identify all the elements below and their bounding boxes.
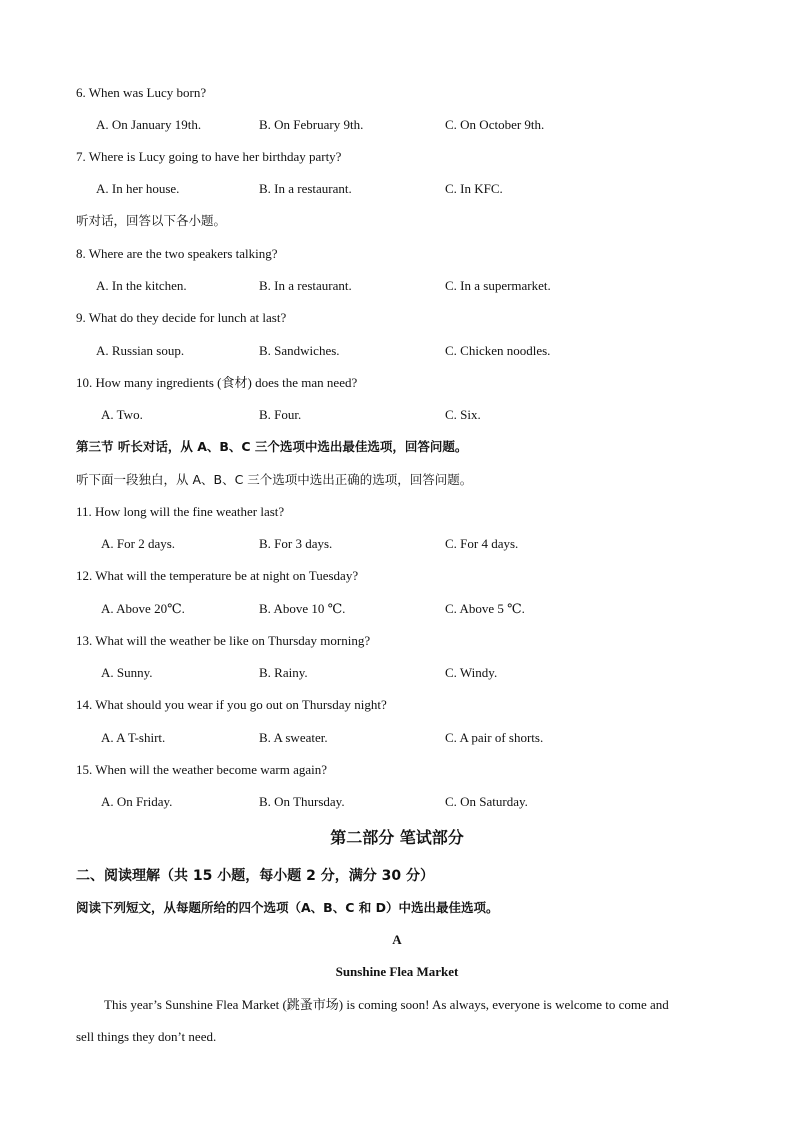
q7-option-c: C. In KFC. (445, 181, 503, 196)
q14-option-a: A. A T-shirt. (101, 730, 166, 745)
section3-title: 第三节 听长对话，从 A、B、C 三个选项中选出最佳选项，回答问题。 (76, 439, 468, 454)
q10-option-c: C. Six. (445, 407, 481, 422)
passage-label: A (392, 932, 402, 947)
question-stem-12: 12. What will the temperature be at night on Tuesday? (76, 568, 359, 583)
q9-option-a: A. Russian soup. (96, 343, 185, 358)
q11-option-b: B. For 3 days. (259, 536, 333, 551)
q14-option-b: B. A sweater. (259, 730, 328, 745)
dialogue-instruction: 听对话，回答以下各小题。 (76, 213, 227, 228)
q7-option-b: B. In a restaurant. (259, 181, 352, 196)
reading-instruction: 阅读下列短文，从每题所给的四个选项（A、B、C 和 D）中选出最佳选项。 (76, 900, 499, 915)
q13-option-b: B. Rainy. (259, 665, 308, 680)
question-stem-9: 9. What do they decide for lunch at last? (76, 310, 287, 325)
monologue-instruction: 听下面一段独白，从 A、B、C 三个选项中选出正确的选项，回答问题。 (76, 472, 473, 487)
q12-option-c: C. Above 5 ℃. (445, 601, 525, 616)
q9-option-c: C. Chicken noodles. (445, 343, 551, 358)
q10-option-a: A. Two. (101, 407, 143, 422)
reading-section-title: 二、阅读理解（共 15 小题，每小题 2 分，满分 30 分） (76, 868, 434, 884)
question-stem-6: 6. When was Lucy born? (76, 85, 207, 100)
q15-option-a: A. On Friday. (101, 794, 173, 809)
q7-option-a: A. In her house. (96, 181, 180, 196)
question-stem-11: 11. How long will the fine weather last? (76, 504, 285, 519)
q10-option-b: B. Four. (259, 407, 302, 422)
q14-option-c: C. A pair of shorts. (445, 730, 544, 745)
question-stem-15: 15. When will the weather become warm again? (76, 762, 327, 777)
q9-option-b: B. Sandwiches. (259, 343, 340, 358)
q8-option-b: B. In a restaurant. (259, 278, 352, 293)
q12-option-a: A. Above 20℃. (101, 601, 185, 616)
passage-line-2: sell things they don’t need. (76, 1029, 217, 1044)
question-stem-8: 8. Where are the two speakers talking? (76, 246, 278, 261)
part2-title: 第二部分 笔试部分 (330, 828, 464, 847)
q13-option-a: A. Sunny. (101, 665, 153, 680)
q6-option-b: B. On February 9th. (259, 117, 364, 132)
question-stem-10: 10. How many ingredients (食材) does the man need? (76, 375, 358, 390)
q6-option-c: C. On October 9th. (445, 117, 545, 132)
passage-line-1: This year’s Sunshine Flea Market (跳蚤市场) is coming soon! As always, everyone is welcome to come and (104, 997, 669, 1012)
q15-option-b: B. On Thursday. (259, 794, 345, 809)
passage-title: Sunshine Flea Market (335, 964, 459, 979)
question-stem-14: 14. What should you wear if you go out on Thursday night? (76, 697, 387, 712)
q8-option-c: C. In a supermarket. (445, 278, 551, 293)
question-stem-7: 7. Where is Lucy going to have her birthday party? (76, 149, 342, 164)
q13-option-c: C. Windy. (445, 665, 498, 680)
q15-option-c: C. On Saturday. (445, 794, 528, 809)
question-stem-13: 13. What will the weather be like on Thursday morning? (76, 633, 371, 648)
q11-option-c: C. For 4 days. (445, 536, 519, 551)
q8-option-a: A. In the kitchen. (96, 278, 187, 293)
q12-option-b: B. Above 10 ℃. (259, 601, 346, 616)
q11-option-a: A. For 2 days. (101, 536, 176, 551)
q6-option-a: A. On January 19th. (96, 117, 202, 132)
